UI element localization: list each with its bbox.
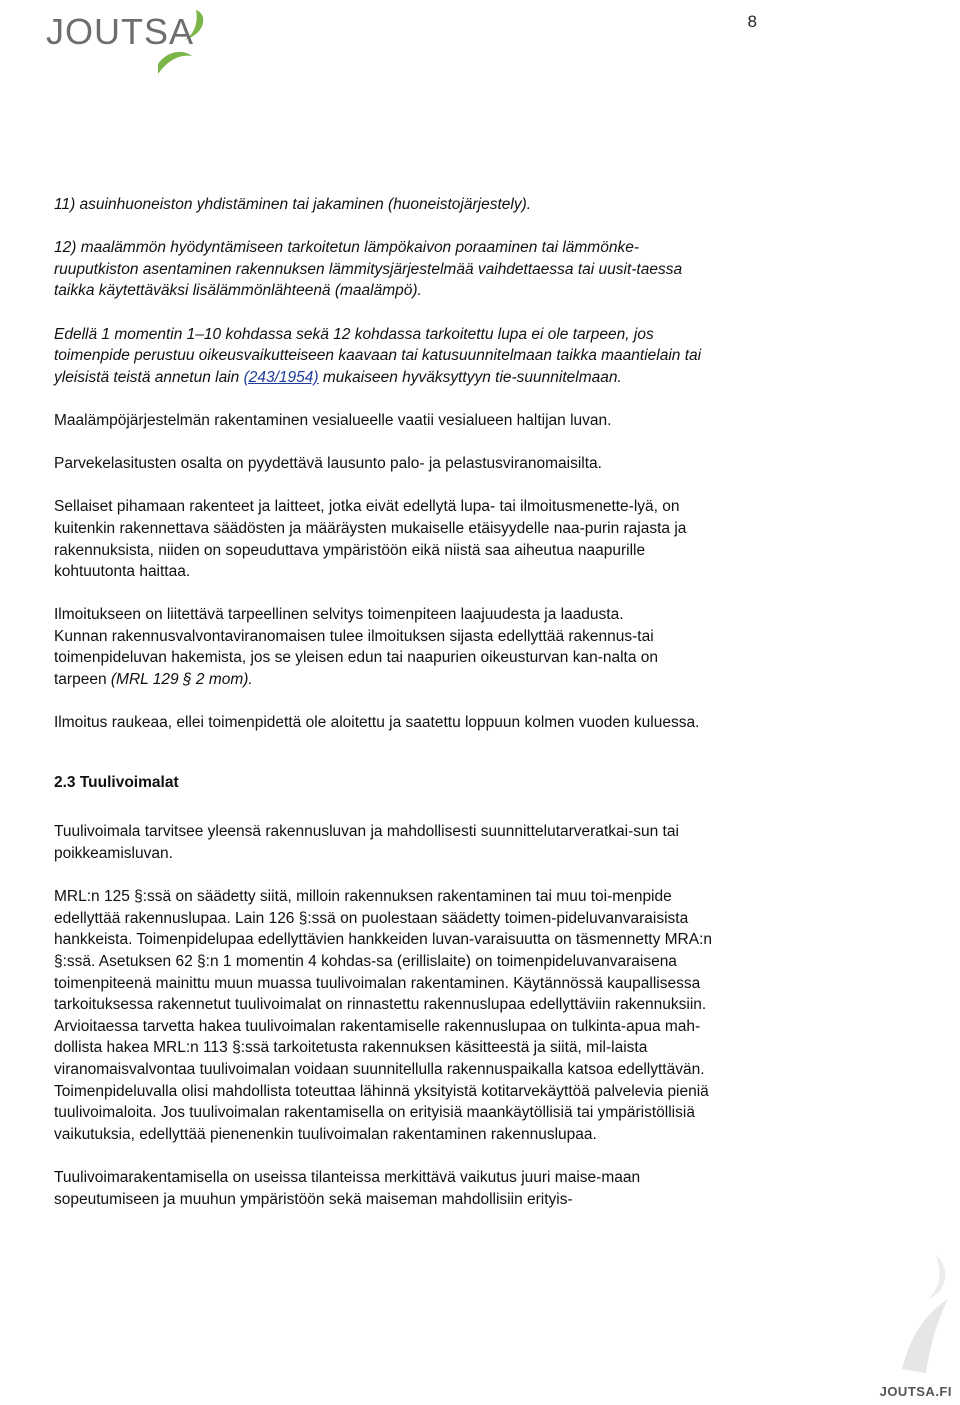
- paragraph-exceptions-tail: mukaiseen hyväksyttyyn tie-suunnitelmaan.: [318, 368, 622, 386]
- paragraph-item-11: 11) asuinhuoneiston yhdistäminen tai jakaminen (huoneistojärjestely).: [54, 196, 532, 213]
- paragraph-balcony: Parvekelasitusten osalta on pyydettävä lausunto palo- ja pelastusviranomaisilta.: [54, 455, 602, 473]
- paragraph-notification-rest: Kunnan rakennusvalvontaviranomaisen tulee ilmoituksen sijasta edellyttää rakennus-tai toimenpideluvan hakemista, jos se yleisen edun tai naapurien oikeusturvan kan-nalta on tarpeen: [54, 627, 659, 689]
- paragraph-notification-first: Ilmoitukseen on liitettävä tarpeellinen selvitys toimenpiteen laajuudesta ja laadusta.: [54, 606, 624, 624]
- paragraph-water-area: Maalämpöjärjestelmän rakentaminen vesialueelle vaatii vesialueen haltijan luvan.: [54, 411, 612, 429]
- paragraph-yard-structures: Sellaiset pihamaan rakenteet ja laitteet, jotka eivät edellytä lupa- tai ilmoitusmenette-lyä, on kuitenkin rakennettava säädösten ja määräysten mukaiselle etäisyydelle naa-purin rajasta ja rakennuksista, niiden on sopeuduttava ympäristöön eikä niistä saa aiheutua naapurille kohtuutonta haittaa.: [54, 498, 687, 581]
- page-number: 8: [747, 12, 757, 31]
- paragraph-exceptions-text: Edellä 1 momentin 1–10 kohdassa sekä 12 kohdassa tarkoitettu lupa ei ole tarpeen, jos toimenpide perustuu oikeusvaikutteiseen kaavaan tai katusuunnitelmaan taikka maantielain tai yleisistä teistä annetun lain: [54, 325, 702, 386]
- footer-swan-icon: [842, 1249, 952, 1379]
- paragraph-notification: [54, 604, 714, 690]
- paragraph-mrl-125: MRL:n 125 §:ssä on säädetty siitä, milloin rakennuksen rakentaminen tai muu toi-menpide edellyttää rakennuslupaa. Lain 126 §:ssä on puolestaan säädetty toimen-pideluvanvaraisista hankkeista. Toimenpidelupaa edellyttävien hankkeiden luvan-varaisuutta on täsmennetty MRA:n §:ssä. Asetuksen 62 §:n 1 momentin 4 kohdas-sa (erillislaite) on toimenpideluvanvaraisena toimenpiteenä mainittu muun muassa tuulivoimalan rakentaminen. Käytännössä kaupallisessa tarkoituksessa rakennetut tuulivoimalat on rinnastettu rakennuslupaa edellyttäviin rakennuksiin. Arvioitaessa tarvetta hakea tuulivoimalan rakentamiselle rakennuslupaa on tulkinta-apua mah-dollista hakea MRL:n 113 §:ssä tarkoitetusta rakennuksen käsitteestä ja siitä, mil-laista viranomaisvalvontaa tuulivoimalan voidaan suunnitellulla rakennuspaikalla katsoa edellyttävän. Toimenpideluvalla olisi mahdollista toteuttaa lähinnä yksityistä kotitarvekäyttöä palvelevia pieniä tuulivoimaloita. Jos tuulivoimalan rakentamisella on erityisiä maankäytöllisiä tai ympäristöllisiä vaikutuksia, edellyttää pienenenkin tuulivoimalan rakentaminen rakennuslupaa.: [54, 888, 713, 1143]
- joutsa-logo: [46, 4, 216, 84]
- logo-wordmark: JOUTSA: [46, 11, 195, 52]
- paragraph-item-12: 12) maalämmön hyödyntämiseen tarkoitetun lämpökaivon poraaminen tai lämmönke-ruuputkiston asentaminen rakennuksen lämmitysjärjestelmää vaihdettaessa tai uusit-taessa taikka käytettäväksi lisälämmönlähteenä (maalämpö).: [54, 239, 683, 300]
- section-heading: 2.3 Tuulivoimalat: [54, 773, 179, 791]
- footer-url: JOUTSA.FI: [879, 1384, 952, 1399]
- paragraph-expiry: Ilmoitus raukeaa, ellei toimenpidettä ole aloitettu ja saatettu loppuun kolmen vuoden kuluessa.: [54, 714, 700, 732]
- paragraph-landscape: Tuulivoimarakentamisella on useissa tilanteissa merkittävä vaikutus juuri maise-maan sopeutumiseen ja muuhun ympäristöön sekä maiseman mahdollisiin erityis-: [54, 1168, 641, 1208]
- paragraph-wind-permit: Tuulivoimala tarvitsee yleensä rakennusluvan ja mahdollisesti suunnittelutarveratkai-sun tai poikkeamisluvan.: [54, 823, 679, 863]
- footer-logo: [842, 1249, 952, 1399]
- law-reference-link[interactable]: (243/1954): [243, 368, 319, 386]
- document-body: [54, 194, 714, 1232]
- mrl-reference: (MRL 129 § 2 mom).: [110, 671, 253, 689]
- paragraph-exceptions: [54, 324, 714, 389]
